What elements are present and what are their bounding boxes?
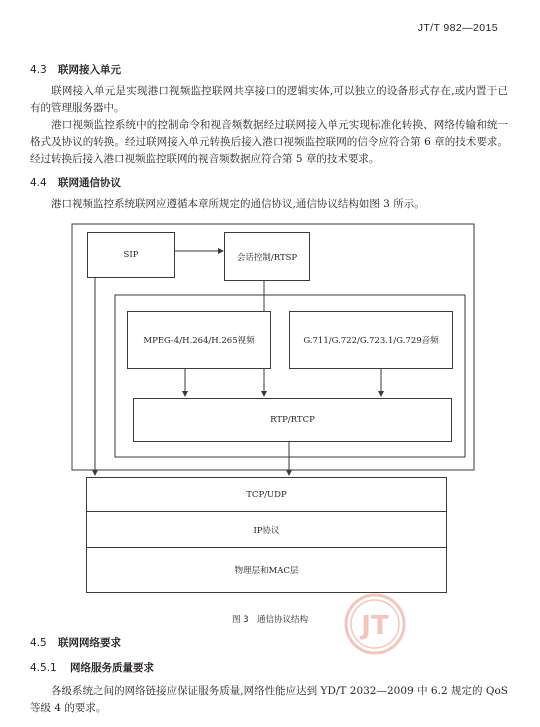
sip-box: SIP [87, 232, 175, 278]
section-title: 联网网络要求 [58, 637, 121, 649]
ip-layer: IP协议 [86, 511, 447, 548]
svg-text:JT: JT [361, 611, 389, 641]
tcp-udp-layer: TCP/UDP [86, 477, 447, 512]
watermark-seal-logo [343, 592, 407, 656]
section-number: 4.5 [30, 637, 47, 649]
figure-caption: 图 3 通信协议结构 [231, 615, 309, 625]
document-id: JT/T 982—2015 [417, 22, 498, 34]
section-4-5-heading [30, 635, 121, 650]
video-codec-box: MPEG-4/H.264/H.265视频 [127, 311, 271, 369]
section-title: 联网通信协议 [58, 177, 121, 189]
paragraph-text: 各级系统之间的网络链接应保证服务质量,网络性能应达到 YD/T 2032—2009 中 6.2 规定的 QoS 等级 4 的要求。 [30, 685, 508, 714]
paragraph [30, 683, 508, 717]
section-4-5-1-heading [30, 660, 154, 675]
section-title: 网络服务质量要求 [70, 662, 154, 674]
paragraph-text: 港口视频监控系统中的控制命令和视音频数据经过联网接入单元实现标准化转换、网络传输和统一格式及协议的转换。经过联网接入单元转换后接入港口视频监控联网的信令应符合第 6 章的技术要求。经过转换后接入港口视频监控联网的视音频数据应符合第 5 章的技术要求。 [30, 119, 508, 165]
physical-mac-layer: 物理层和MAC层 [86, 547, 447, 593]
section-number: 4.4 [30, 177, 47, 189]
rtp-box: RTP/RTCP [133, 398, 452, 442]
session-control-box: 会话控制/RTSP [224, 232, 310, 281]
section-number: 4.5.1 [30, 662, 57, 674]
audio-codec-box: G.711/G.722/G.723.1/G.729音频 [289, 311, 453, 369]
section-number: 4.3 [30, 64, 47, 76]
section-title: 联网接入单元 [58, 64, 121, 76]
paragraph-text: 联网接入单元是实现港口视频监控联网共享接口的逻辑实体,可以独立的设备形式存在,或内置于已有的管理服务器中。 [30, 85, 508, 114]
paragraph-text: 港口视频监控系统联网应遵循本章所规定的通信协议,通信协议结构如图 3 所示。 [51, 198, 425, 210]
